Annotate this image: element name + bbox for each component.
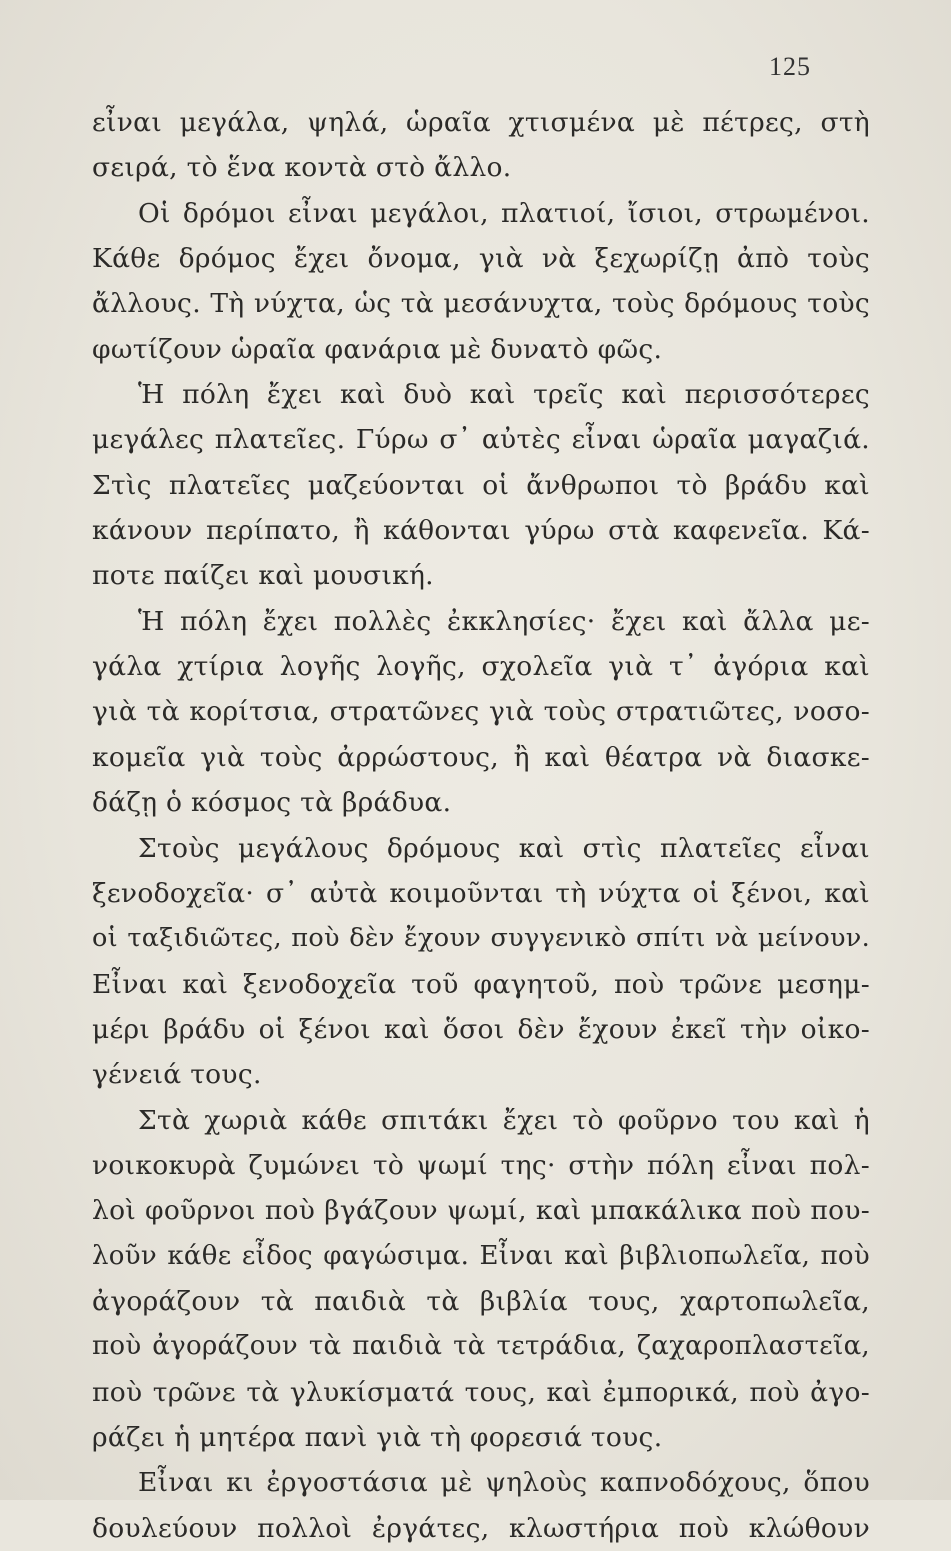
text-line: Ἡ πόλη ἔχει πολλὲς ἐκκλησίες· ἔχει καὶ ἄλλα με-	[138, 605, 870, 637]
text-line: δουλεύουν πολλοὶ ἐργάτες, κλωστήρια ποὺ κλώθουν	[92, 1512, 870, 1544]
text-line: Κάθε δρόμος ἔχει ὄνομα, γιὰ νὰ ξεχωρίζῃ ἀπὸ τοὺς	[92, 243, 870, 275]
page-number: 125	[769, 52, 811, 81]
text-line: ράζει ἡ μητέρα πανὶ γιὰ τὴ φορεσιά τους.	[92, 1421, 663, 1453]
text-line: Οἱ δρόμοι εἶναι μεγάλοι, πλατιοί, ἴσιοι, στρωμένοι.	[138, 197, 870, 229]
text-line: Στὶς πλατεῖες μαζεύονται οἱ ἄνθρωποι τὸ βράδυ καὶ	[92, 469, 870, 501]
text-line: Ἡ πόλη ἔχει καὶ δυὸ καὶ τρεῖς καὶ περισσότερες	[138, 379, 870, 411]
text-line: γιὰ τὰ κορίτσια, στρατῶνες γιὰ τοὺς στρατιῶτες, νοσο-	[92, 696, 870, 728]
text-line: ἄλλους. Τὴ νύχτα, ὡς τὰ μεσάνυχτα, τοὺς δρόμους τοὺς	[92, 288, 870, 320]
text-line: ποὺ τρῶνε τὰ γλυκίσματά τους, καὶ ἐμπορικά, ποὺ ἀγο-	[92, 1376, 870, 1408]
text-line: οἱ ταξιδιῶτες, ποὺ δὲν ἔχουν συγγενικὸ σπίτι νὰ μείνουν.	[92, 923, 870, 954]
text-line: ποτε παίζει καὶ μουσική.	[92, 560, 434, 592]
text-line: γάλα χτίρια λογῆς λογῆς, σχολεῖα γιὰ τ᾽ ἀγόρια καὶ	[92, 651, 870, 683]
text-line: σειρά, τὸ ἕνα κοντὰ στὸ ἄλλο.	[92, 152, 512, 184]
text-line: μέρι βράδυ οἱ ξένοι καὶ ὅσοι δὲν ἔχουν ἐκεῖ τὴν οἰκο-	[92, 1013, 870, 1045]
text-line: κάνουν περίπατο, ἢ κάθονται γύρω στὰ καφενεῖα. Κά-	[92, 515, 870, 547]
text-line: μεγάλες πλατεῖες. Γύρω σ᾽ αὐτὲς εἶναι ὡραῖα μαγαζιά.	[92, 424, 870, 456]
text-line: λοὶ φοῦρνοι ποὺ βγάζουν ψωμί, καὶ μπακάλικα ποὺ που-	[92, 1195, 870, 1227]
text-line: Εἶναι κι ἐργοστάσια μὲ ψηλοὺς καπνοδόχους, ὅπου	[138, 1467, 870, 1499]
text-line: φωτίζουν ὡραῖα φανάρια μὲ δυνατὸ φῶς.	[92, 333, 663, 365]
text-line: Στοὺς μεγάλους δρόμους καὶ στὶς πλατεῖες εἶναι	[138, 832, 870, 864]
body-text	[92, 100, 870, 1551]
text-line: Στὰ χωριὰ κάθε σπιτάκι ἔχει τὸ φοῦρνο του καὶ ἡ	[138, 1104, 870, 1136]
text-line: λοῦν κάθε εἶδος φαγώσιμα. Εἶναι καὶ βιβλιοπωλεῖα, ποὺ	[92, 1240, 870, 1271]
text-line: εἶναι μεγάλα, ψηλά, ὡραῖα χτισμένα μὲ πέτρες, στὴ	[92, 107, 870, 138]
text-line: δάζῃ ὁ κόσμος τὰ βράδυα.	[92, 787, 452, 819]
text-line: Εἶναι καὶ ξενοδοχεῖα τοῦ φαγητοῦ, ποὺ τρῶνε μεσημ-	[92, 968, 870, 1000]
text-line: νοικοκυρὰ ζυμώνει τὸ ψωμί της· στὴν πόλη εἶναι πολ-	[92, 1149, 870, 1181]
text-line: ποὺ ἀγοράζουν τὰ παιδιὰ τὰ τετράδια, ζαχαροπλαστεῖα,	[92, 1331, 870, 1362]
text-line: ἀγοράζουν τὰ παιδιὰ τὰ βιβλία τους, χαρτοπωλεῖα,	[92, 1285, 870, 1317]
text-line: ξενοδοχεῖα· σ᾽ αὐτὰ κοιμοῦνται τὴ νύχτα οἱ ξένοι, καὶ	[92, 877, 870, 909]
text-line: γένειά τους.	[92, 1059, 262, 1091]
text-line: κομεῖα γιὰ τοὺς ἀρρώστους, ἢ καὶ θέατρα νὰ διασκε-	[92, 741, 870, 773]
